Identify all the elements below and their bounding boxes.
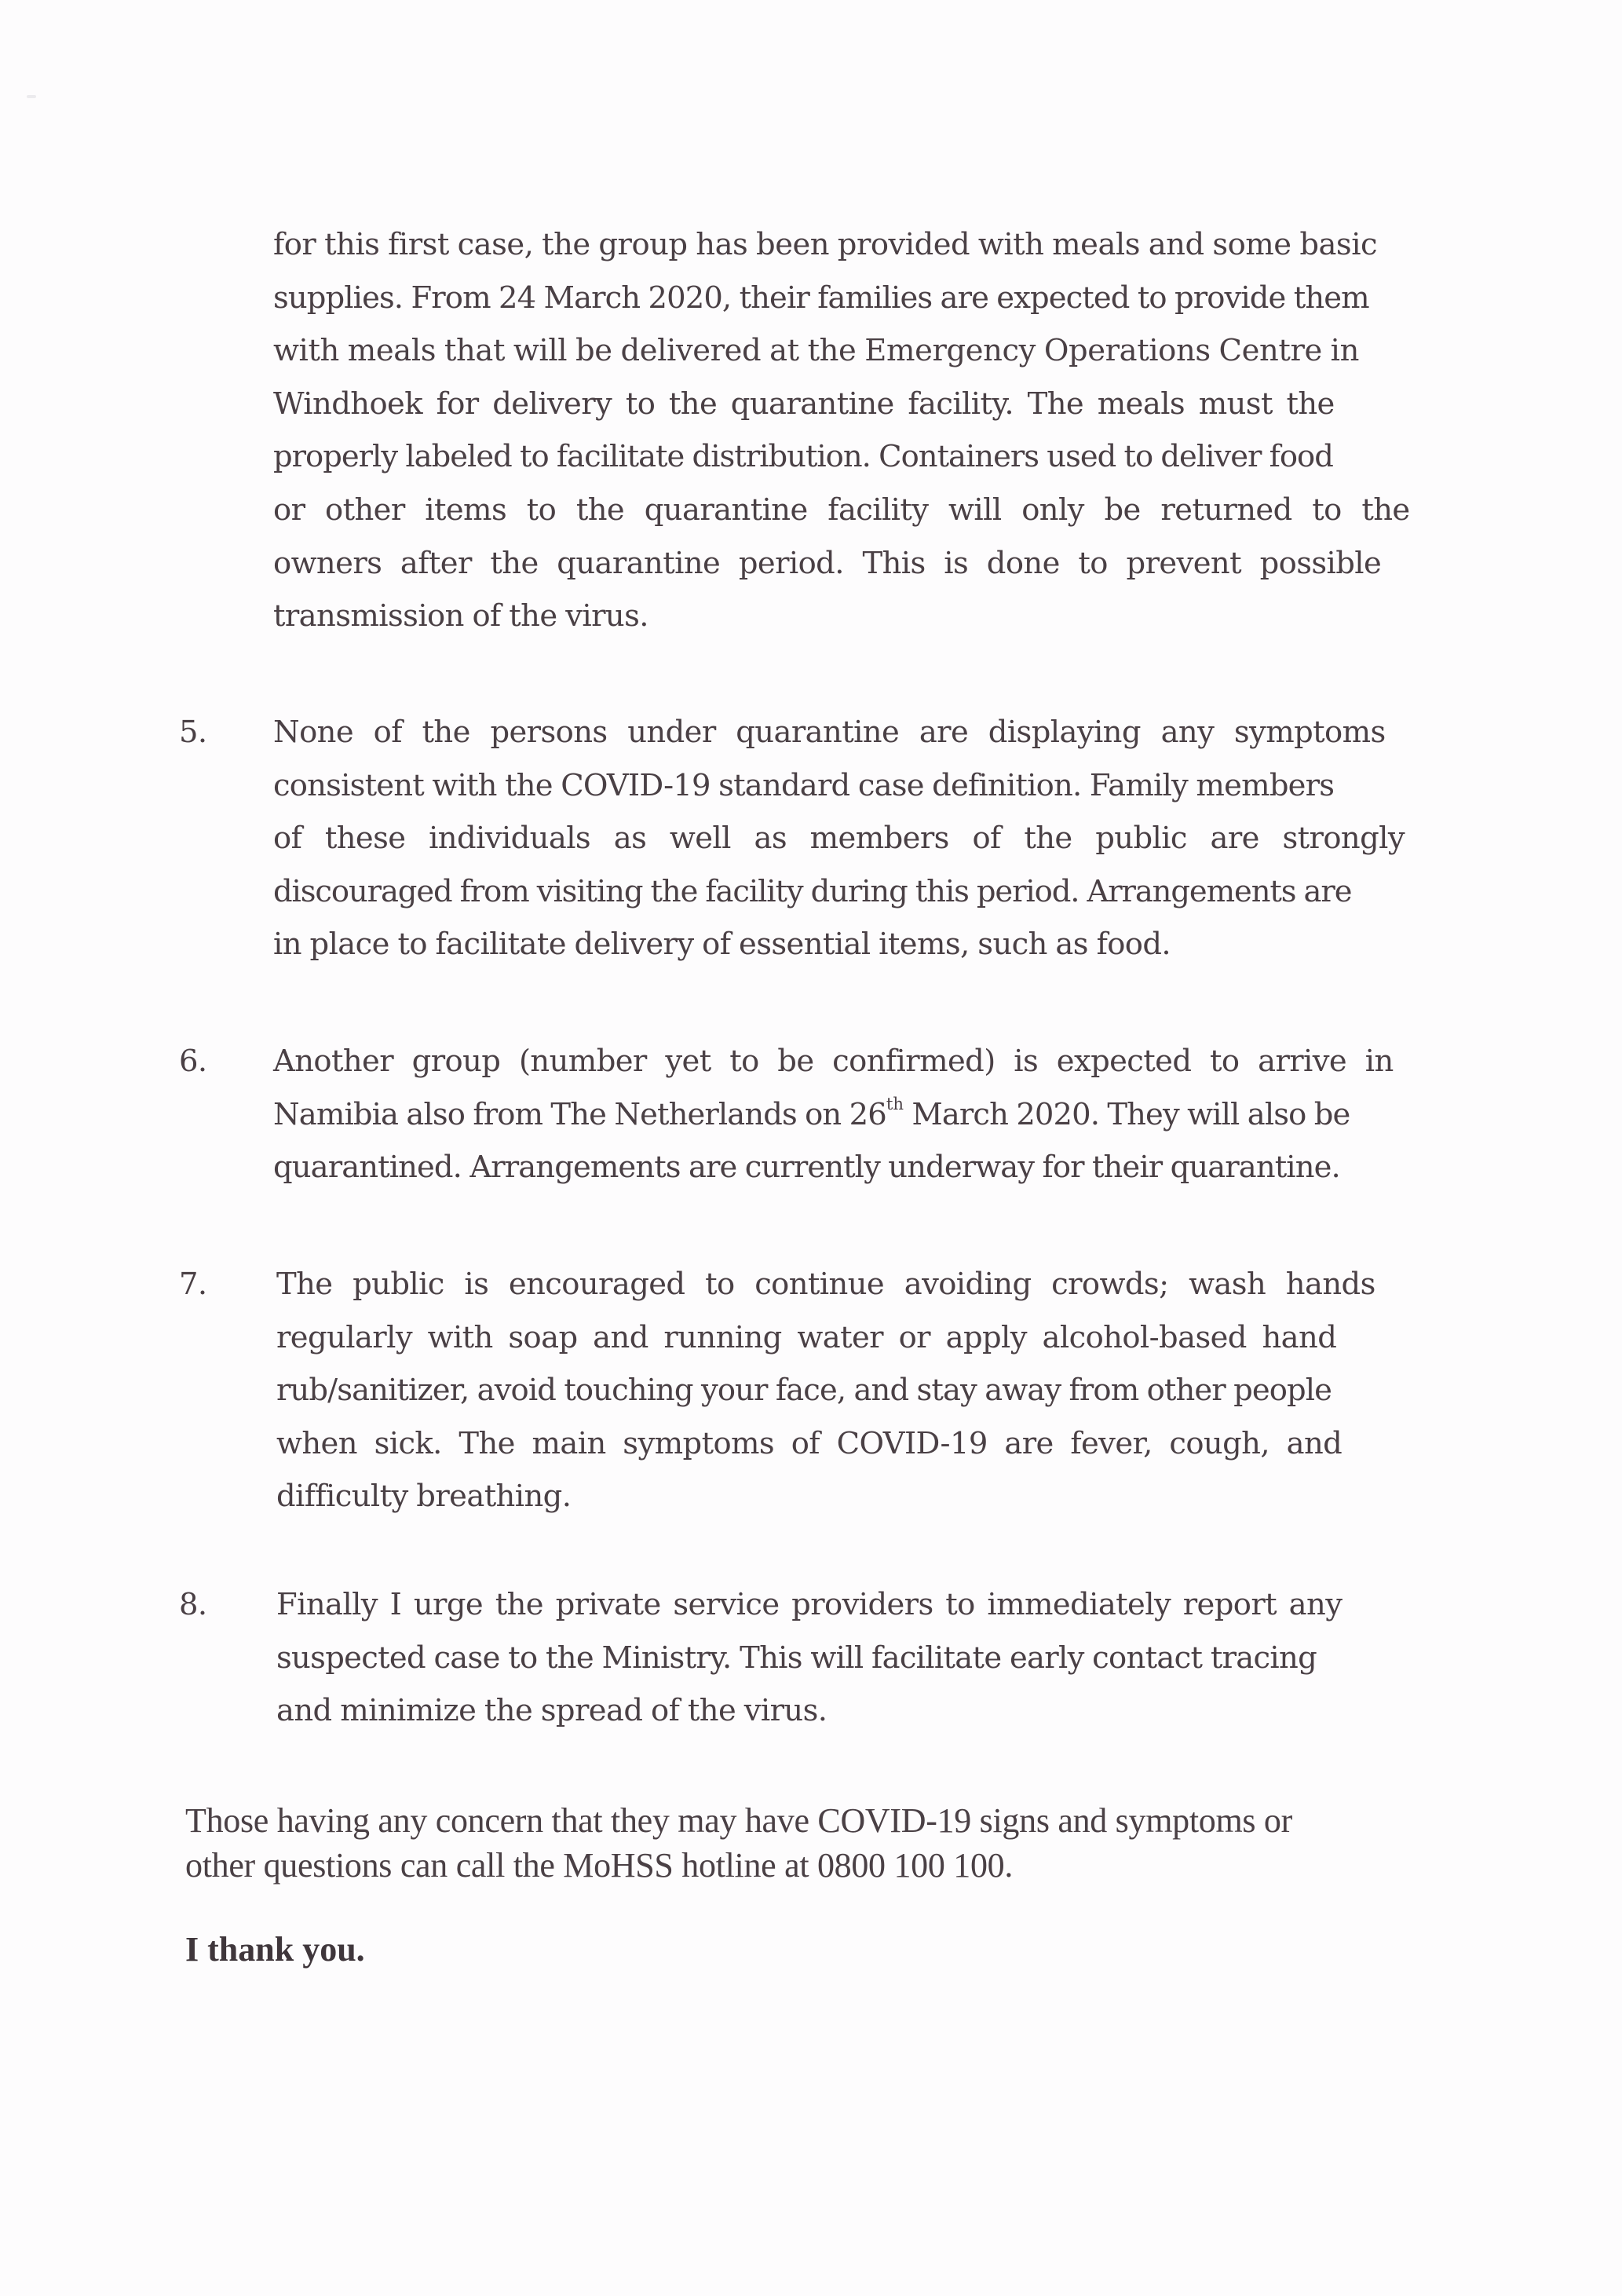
text-line: rub/sanitizer, avoid touching your face, and stay away from other people: [276, 1373, 1332, 1409]
text-line: Windhoek for delivery to the quarantine facility. The meals must the: [273, 386, 1335, 422]
text-line: regularly with soap and running water or apply alcohol-based hand: [276, 1319, 1337, 1355]
text-line: or other items to the quarantine facility will only be returned to the: [273, 492, 1410, 528]
item-number: 7.: [179, 1267, 207, 1302]
text-line: and minimize the spread of the virus.: [276, 1693, 827, 1729]
text-fragment: Namibia also from The Netherlands on 26: [273, 1096, 886, 1132]
item-text: [273, 1035, 1424, 1194]
text-line: consistent with the COVID-19 standard case definition. Family members: [273, 767, 1335, 803]
item-text: [276, 1258, 1427, 1523]
text-line: supplies. From 24 March 2020, their families are expected to provide them: [273, 280, 1369, 316]
ordinal-suffix: th: [886, 1093, 904, 1113]
text-line: when sick. The main symptoms of COVID-19 are fever, cough, and: [276, 1425, 1343, 1461]
item-number: 6.: [179, 1044, 207, 1079]
text-line: transmission of the virus.: [273, 598, 648, 634]
continuation-paragraph: [273, 218, 1424, 643]
text-line: None of the persons under quarantine are displaying any symptoms: [273, 715, 1386, 750]
scan-artifact: [27, 95, 36, 98]
text-line: with meals that will be delivered at the Emergency Operations Centre in: [273, 333, 1359, 369]
text-line: in place to facilitate delivery of essential items, such as food.: [273, 927, 1171, 963]
closing-thanks: I thank you.: [185, 1930, 365, 1969]
text-line: Another group (number yet to be confirmed) is expected to arrive in: [273, 1044, 1394, 1079]
item-text: [276, 1578, 1427, 1738]
text-line: other questions can call the MoHSS hotline at 0800 100 100.: [185, 1846, 1014, 1885]
text-line: Those having any concern that they may have COVID-19 signs and symptoms or: [185, 1801, 1292, 1840]
closing-paragraph: [185, 1798, 1426, 1888]
text-line: for this first case, the group has been provided with meals and some basic: [273, 227, 1378, 262]
text-line: [273, 1088, 1424, 1142]
item-number: 5.: [179, 715, 207, 750]
item-number: 8.: [179, 1587, 207, 1622]
text-line: owners after the quarantine period. This is done to prevent possible: [273, 545, 1382, 581]
text-line: Finally I urge the private service providers to immediately report any: [276, 1587, 1343, 1622]
text-line: properly labeled to facilitate distribution. Containers used to deliver food: [273, 439, 1333, 475]
text-line: The public is encouraged to continue avoiding crowds; wash hands: [276, 1267, 1375, 1302]
text-line: quarantined. Arrangements are currently underway for their quarantine.: [273, 1150, 1340, 1186]
text-fragment: March 2020. They will also be: [904, 1096, 1350, 1132]
text-line: of these individuals as well as members of the public are strongly: [273, 821, 1405, 857]
text-line: suspected case to the Ministry. This will facilitate early contact tracing: [276, 1640, 1317, 1676]
item-text: [273, 706, 1424, 971]
text-line: difficulty breathing.: [276, 1479, 572, 1515]
text-line: discouraged from visiting the facility during this period. Arrangements are: [273, 873, 1352, 909]
